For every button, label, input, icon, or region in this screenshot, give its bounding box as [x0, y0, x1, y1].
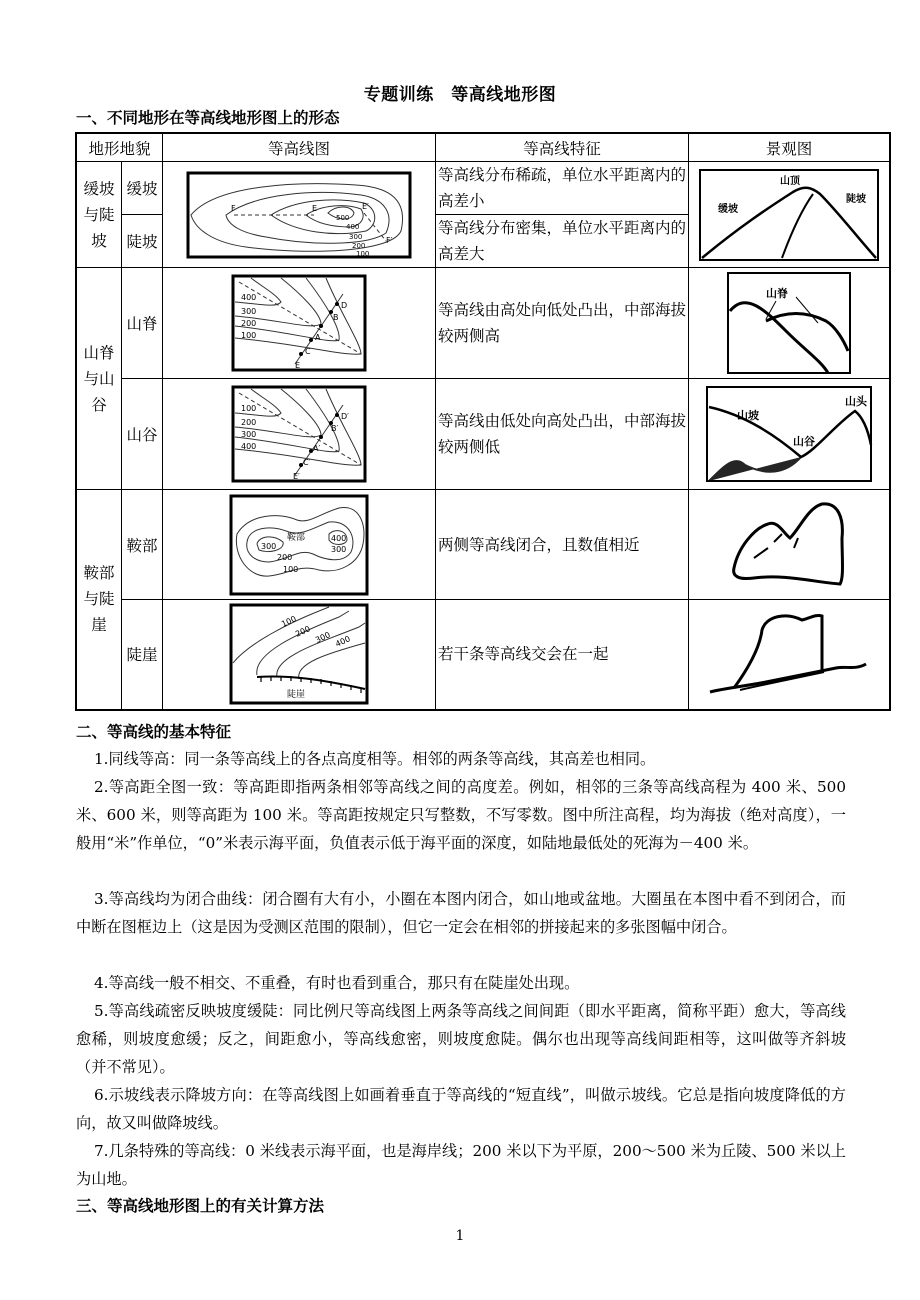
svg-text:100: 100: [241, 404, 257, 413]
header-landscape: 景观图: [689, 133, 891, 162]
paragraph-7: 7.几条特殊的等高线：0 米线表示海平面，也是海岸线；200 米以下为平原，200～500 米为丘陵、500 米以上为山地。: [76, 1142, 846, 1188]
row-type-saddle: 鞍部: [122, 490, 163, 600]
contour-figure-saddle: [163, 490, 436, 600]
svg-text:300: 300: [314, 630, 332, 646]
valley-landscape-sketch: [705, 385, 873, 483]
svg-text:缓坡: 缓坡: [718, 203, 738, 215]
svg-text:陡坡: 陡坡: [846, 193, 866, 205]
landscape-saddle: [689, 490, 891, 600]
contour-figure-ridge: [163, 268, 436, 379]
svg-text:A′: A′: [313, 444, 321, 453]
row-type-valley: 山谷: [122, 379, 163, 490]
slope-contour-diagram: [186, 171, 412, 259]
contour-figure-valley: [163, 379, 436, 490]
table-row: [76, 162, 890, 215]
svg-text:山顶: 山顶: [780, 175, 800, 187]
paragraph-3: 3.等高线均为闭合曲线：闭合圈有大有小，小圈在本图内闭合，如山地或盆地。大圈虽在本图中看不到闭合，而中断在图框边上（这是因为受测区范围的限制），但它一定会在相邻的拼接起来的多张图幅中闭合。: [76, 890, 846, 936]
svg-text:500: 500: [336, 213, 350, 222]
group-label-line: 与山: [83, 369, 115, 388]
svg-text:山坡: 山坡: [737, 409, 759, 422]
group-label-line: 鞍部: [83, 564, 115, 583]
row-type-cliff: 陡崖: [122, 600, 163, 710]
svg-text:F: F: [231, 203, 236, 213]
table-row: [76, 600, 890, 710]
table-row: [76, 268, 890, 379]
svg-text:鞍部: 鞍部: [287, 532, 306, 543]
group-label-line: 坡: [91, 231, 107, 250]
paragraph-4: 4.等高线一般不相交、不重叠，有时也看到重合，那只有在陡崖处出现。: [94, 974, 580, 992]
contour-figure-cliff: [163, 600, 436, 710]
contour-figure-slope: [163, 162, 436, 268]
section3-heading: 三、等高线地形图上的有关计算方法: [76, 1197, 325, 1215]
svg-text:陡崖: 陡崖: [287, 690, 306, 701]
svg-text:山头: 山头: [845, 395, 867, 408]
valley-contour-diagram: [231, 385, 367, 483]
header-contour-map: 等高线图: [163, 133, 436, 162]
svg-text:200: 200: [241, 319, 257, 328]
paragraph-5: 5.等高线疏密反映坡度缓陡：同比例尺等高线图上两条等高线之间间距（即水平距离，简称平距）愈大，等高线愈稀，则坡度愈缓；反之，间距愈小，等高线愈密，则坡度愈陡。偶尔也出现等高线间距相等，这叫做等齐斜坡（并不常见）。: [76, 1002, 846, 1076]
document-title: 专题训练 等高线地形图: [363, 85, 557, 105]
svg-text:300: 300: [349, 232, 363, 241]
svg-text:E′: E′: [293, 472, 300, 481]
feature-gentle-slope: 等高线分布稀疏，单位水平距离内的高差小: [436, 162, 689, 215]
table-row: [76, 490, 890, 600]
saddle-contour-diagram: [229, 494, 369, 596]
table-row: [76, 379, 890, 490]
svg-text:A: A: [315, 333, 321, 342]
group-label-ridge-valley: [76, 268, 122, 490]
paragraph-6: 6.示坡线表示降坡方向：在等高线图上如画着垂直于等高线的“短直线”，叫做示坡线。它总是指向坡度降低的方向，故又叫做降坡线。: [76, 1086, 846, 1132]
svg-text:100: 100: [283, 564, 299, 574]
landscape-cliff: [689, 600, 891, 710]
svg-text:300: 300: [241, 307, 257, 316]
svg-text:C′: C′: [303, 458, 311, 467]
cliff-contour-diagram: [229, 603, 369, 705]
paragraph-2: 2.等高距全图一致：等高距即指两条相邻等高线之间的高度差。例如，相邻的三条等高线高程为 400 米、500 米、600 米，则等高距为 100 米。等高距按规定只写整数，不写零数。图中所注高程，均为海拔（绝对高度），一般用“米”作单位，“0”米表示海平面，负值表示低于海平面的深度，如陆地最低处的死海为－400 米。: [76, 778, 846, 852]
group-label-slope: [76, 162, 122, 268]
svg-text:B′: B′: [331, 424, 339, 433]
group-label-line: 谷: [91, 395, 107, 414]
svg-text:100: 100: [280, 614, 298, 630]
svg-text:B: B: [333, 313, 339, 322]
svg-text:400: 400: [334, 634, 352, 650]
svg-text:400: 400: [241, 293, 257, 302]
group-label-line: 与陡: [83, 590, 115, 609]
header-feature: 等高线特征: [436, 133, 689, 162]
svg-text:400: 400: [346, 222, 360, 231]
svg-text:E: E: [295, 361, 301, 370]
svg-text:300: 300: [331, 544, 347, 554]
feature-cliff: 若干条等高线交会在一起: [436, 600, 689, 710]
svg-text:山脊: 山脊: [766, 287, 788, 300]
svg-text:300: 300: [261, 541, 277, 551]
svg-text:300: 300: [241, 430, 257, 439]
cliff-landscape-sketch: [706, 606, 872, 702]
feature-valley: 等高线由低处向高处凸出，中部海拔较两侧低: [436, 379, 689, 490]
svg-text:E: E: [312, 203, 318, 213]
svg-text:200: 200: [241, 418, 257, 427]
row-type-gentle-slope: 缓坡: [122, 162, 163, 215]
svg-text:400: 400: [331, 533, 347, 543]
row-type-ridge: 山脊: [122, 268, 163, 379]
svg-text:D′: D′: [341, 412, 349, 421]
paragraph-1: 1.同线等高：同一条等高线上的各点高度相等。相邻的两条等高线，其高差也相同。: [94, 750, 656, 768]
page-number: 1: [455, 1228, 465, 1244]
feature-ridge: 等高线由高处向低处凸出，中部海拔较两侧高: [436, 268, 689, 379]
svg-text:E′: E′: [362, 201, 369, 211]
svg-text:C: C: [305, 347, 311, 356]
section2-heading: 二、等高线的基本特征: [76, 723, 232, 741]
landscape-slope: [689, 162, 891, 268]
feature-saddle: 两侧等高线闭合，且数值相近: [436, 490, 689, 600]
feature-steep-slope: 等高线分布密集，单位水平距离内的高差大: [436, 215, 689, 268]
group-label-line: 崖: [91, 616, 107, 635]
svg-text:200: 200: [352, 241, 366, 250]
svg-text:D: D: [341, 301, 348, 310]
table-header-row: [76, 133, 890, 162]
group-label-line: 与陡: [83, 205, 115, 224]
header-terrain: 地形地貌: [76, 133, 163, 162]
landscape-valley: [689, 379, 891, 490]
svg-text:100: 100: [241, 331, 257, 340]
svg-text:100: 100: [356, 249, 370, 258]
svg-text:F′: F′: [386, 235, 393, 245]
group-label-saddle-cliff: [76, 490, 122, 710]
terrain-table: [75, 132, 891, 711]
svg-text:山谷: 山谷: [793, 435, 815, 448]
ridge-landscape-sketch: [726, 271, 852, 375]
section1-heading: 一、不同地形在等高线地形图上的形态: [76, 109, 340, 127]
group-label-line: 山脊: [83, 343, 115, 362]
svg-text:200: 200: [294, 624, 312, 640]
slope-landscape-sketch: [698, 168, 880, 262]
landscape-ridge: [689, 268, 891, 379]
row-type-steep-slope: 陡坡: [122, 215, 163, 268]
ridge-contour-diagram: [231, 274, 367, 372]
svg-text:400: 400: [241, 442, 257, 451]
group-label-line: 缓坡: [83, 179, 115, 198]
svg-text:200: 200: [277, 552, 293, 562]
saddle-landscape-sketch: [724, 498, 854, 592]
